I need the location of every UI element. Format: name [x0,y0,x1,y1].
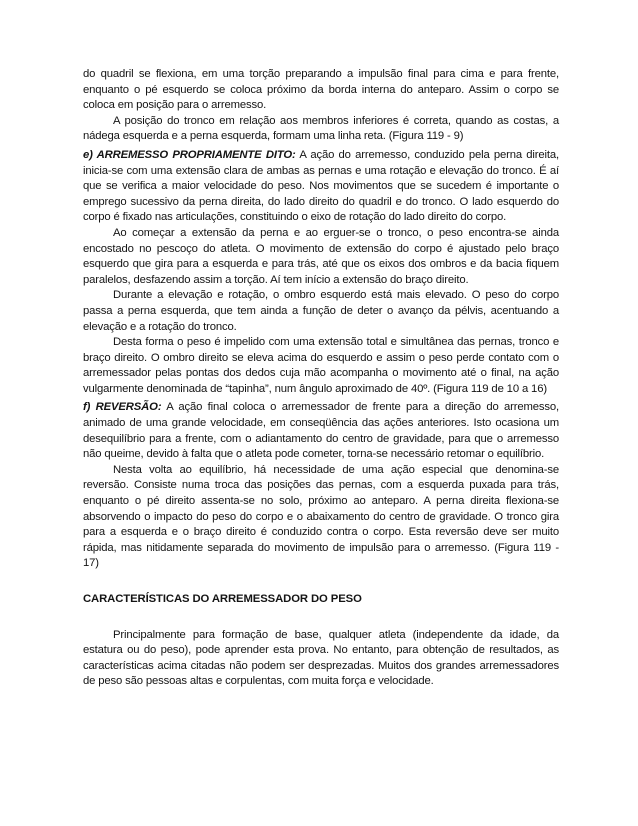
paragraph-trunk-position: A posição do tronco em relação aos membros inferiores é correta, quando as costas, a nádega esquerda e a perna esquerda, formam uma linha reta. (Figura 119 - 9) [83,114,559,143]
section-f-title: f) REVERSÃO: [83,401,162,414]
document-page [83,67,559,690]
section-heading: CARACTERÍSTICAS DO ARREMESSADOR DO PESO [83,593,362,605]
paragraph-continuation: do quadril se flexiona, em uma torção preparando a impulsão final para cima e para frente, enquanto o pé esquerdo se coloca próximo da borda interna do anteparo. Assim o corpo se coloca em posição para o arremesso. [83,68,559,112]
section-e-body: A ação do arremesso, conduzido pela perna direita, inicia-se com uma extensão clara de ambas as pernas e uma rotação e elevação do tronco. É aí que se verifica a maior velocidade do peso. Nos movimentos que se sucedem é importante o emprego sucessivo da perna direita, do lado direito do quadril e do tronco. O lado esquerdo do corpo é fixado nas articulações, constituindo o eixo de rotação do lado direito do corpo. [83,148,559,224]
paragraph-athlete-characteristics: Principalmente para formação de base, qualquer atleta (independente da idade, da estatura ou do peso), pode aprender esta prova. No entanto, para obtenção de resultados, as características acima citadas não podem ser desprezadas. Muitos dos grandes arremessadores de peso são pessoas altas e corpulentas, com muita força e velocidade. [83,628,559,688]
section-f-reversao [83,400,559,462]
section-e-arremesso [83,148,559,226]
paragraph-leg-extension: Ao começar a extensão da perna e ao erguer-se o tronco, o peso encontra-se ainda encostado no pescoço do atleta. O movimento de extensão do corpo é ajustado pelo braço esquerdo que gira para a esquerda e para trás, até que os eixos dos ombros e da bacia fiquem paralelos, desfazendo assim a torção. Aí tem início a extensão do braço direito. [83,226,559,286]
paragraph-elevation-rotation: Durante a elevação e rotação, o ombro esquerdo está mais elevado. O peso do corpo passa a perna esquerda, que tem ainda a função de deter o avanço da pélvis, acentuando a elevação e a rotação do tronco. [83,289,559,333]
paragraph-reversal-detail: Nesta volta ao equilíbrio, há necessidade de uma ação especial que denomina-se reversão. Consiste numa troca das posições das pernas, com a esquerda puxada para trás, enquanto o pé direito assenta-se no solo, próximo ao anteparo. A perna direita flexiona-se absorvendo o impacto do peso do corpo e o abaixamento do centro de gravidade. O tronco gira para a esquerda e o braço direito é conduzido contra o corpo. Esta reversão deve ser muito rápida, mas nitidamente separada do movimento de impulsão para o arremesso. (Figura 119 - 17) [83,463,559,570]
section-e-title: e) ARREMESSO PROPRIAMENTE DITO: [83,148,296,161]
paragraph-impulse: Desta forma o peso é impelido com uma extensão total e simultânea das pernas, tronco e braço direito. O ombro direito se eleva acima do esquerdo e assim o peso perde contato com o arremessador pelas pontas dos dedos cuja mão acompanha o movimento até o final, na ação vulgarmente denominada de “tapinha”, num ângulo aproximado de 40º. (Figura 119 de 10 a 16) [83,336,559,395]
section-f-body: A ação final coloca o arremessador de frente para a direção do arremesso, animado de uma grande velocidade, em conseqüência das ações anteriores. Isto ocasiona um desequilíbrio para a frente, com o adiantamento do centro de gravidade, para que o arremesso não queime, devido à falta que o atleta pode cometer, torna-se necessário retomar o equilíbrio. [83,401,559,461]
